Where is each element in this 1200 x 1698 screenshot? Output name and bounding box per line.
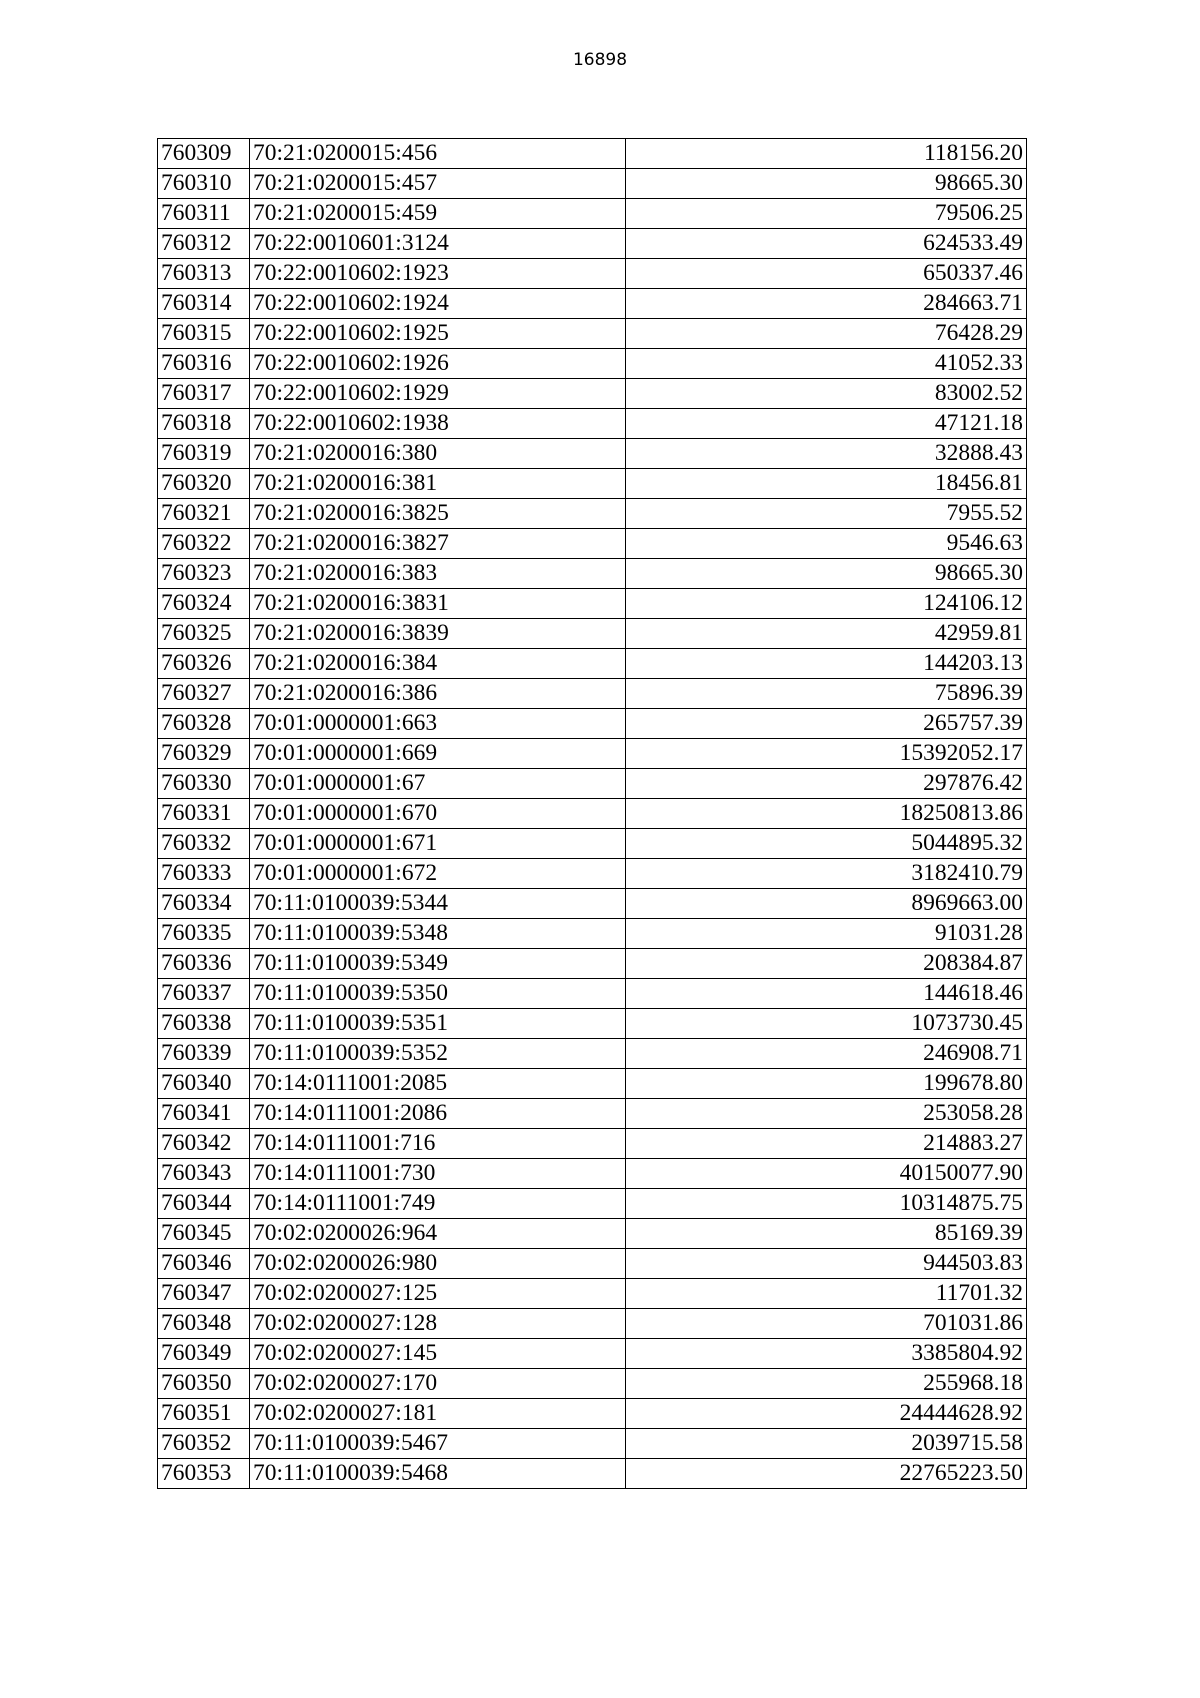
cadastral-number-cell: 70:14:0111001:730 — [250, 1159, 626, 1189]
row-number-cell: 760342 — [158, 1129, 250, 1159]
cadastral-number-cell: 70:21:0200016:380 — [250, 439, 626, 469]
table-row — [158, 769, 1027, 799]
table-row — [158, 1339, 1027, 1369]
cadastral-number-cell: 70:11:0100039:5467 — [250, 1429, 626, 1459]
cadastral-number-cell: 70:14:0111001:749 — [250, 1189, 626, 1219]
cadastral-value-cell: 24444628.92 — [626, 1399, 1027, 1429]
cadastral-value-cell: 18250813.86 — [626, 799, 1027, 829]
cadastral-value-cell: 98665.30 — [626, 559, 1027, 589]
cadastral-number-cell: 70:21:0200015:459 — [250, 199, 626, 229]
table-row — [158, 979, 1027, 1009]
table-row — [158, 439, 1027, 469]
row-number-cell: 760332 — [158, 829, 250, 859]
row-number-cell: 760326 — [158, 649, 250, 679]
cadastral-value-cell: 650337.46 — [626, 259, 1027, 289]
cadastral-number-cell: 70:01:0000001:669 — [250, 739, 626, 769]
row-number-cell: 760343 — [158, 1159, 250, 1189]
cadastral-number-cell: 70:02:0200027:170 — [250, 1369, 626, 1399]
cadastral-value-cell: 18456.81 — [626, 469, 1027, 499]
cadastral-value-cell: 8969663.00 — [626, 889, 1027, 919]
cadastral-number-cell: 70:01:0000001:663 — [250, 709, 626, 739]
row-number-cell: 760327 — [158, 679, 250, 709]
cadastral-number-cell: 70:21:0200016:386 — [250, 679, 626, 709]
cadastral-value-cell: 11701.32 — [626, 1279, 1027, 1309]
cadastral-value-cell: 32888.43 — [626, 439, 1027, 469]
cadastral-value-cell: 79506.25 — [626, 199, 1027, 229]
cadastral-value-cell: 22765223.50 — [626, 1459, 1027, 1489]
cadastral-value-cell: 47121.18 — [626, 409, 1027, 439]
row-number-cell: 760322 — [158, 529, 250, 559]
cadastral-number-cell: 70:21:0200015:457 — [250, 169, 626, 199]
cadastral-value-cell: 98665.30 — [626, 169, 1027, 199]
table-row — [158, 1429, 1027, 1459]
row-number-cell: 760320 — [158, 469, 250, 499]
cadastral-number-cell: 70:01:0000001:671 — [250, 829, 626, 859]
table-row — [158, 169, 1027, 199]
cadastral-number-cell: 70:11:0100039:5351 — [250, 1009, 626, 1039]
cadastral-number-cell: 70:11:0100039:5348 — [250, 919, 626, 949]
cadastral-number-cell: 70:02:0200027:128 — [250, 1309, 626, 1339]
cadastral-value-cell: 42959.81 — [626, 619, 1027, 649]
table-row — [158, 529, 1027, 559]
row-number-cell: 760330 — [158, 769, 250, 799]
table-row — [158, 919, 1027, 949]
cadastral-number-cell: 70:21:0200016:383 — [250, 559, 626, 589]
table-row — [158, 859, 1027, 889]
cadastral-number-cell: 70:21:0200016:384 — [250, 649, 626, 679]
cadastral-number-cell: 70:22:0010602:1929 — [250, 379, 626, 409]
table-row — [158, 379, 1027, 409]
cadastral-value-cell: 265757.39 — [626, 709, 1027, 739]
row-number-cell: 760314 — [158, 289, 250, 319]
table-row — [158, 1399, 1027, 1429]
cadastral-value-cell: 85169.39 — [626, 1219, 1027, 1249]
cadastral-value-cell: 701031.86 — [626, 1309, 1027, 1339]
table-row — [158, 289, 1027, 319]
row-number-cell: 760324 — [158, 589, 250, 619]
cadastral-number-cell: 70:22:0010602:1938 — [250, 409, 626, 439]
cadastral-value-cell: 208384.87 — [626, 949, 1027, 979]
table-row — [158, 1069, 1027, 1099]
cadastral-number-cell: 70:01:0000001:672 — [250, 859, 626, 889]
cadastral-number-cell: 70:22:0010602:1923 — [250, 259, 626, 289]
table-row — [158, 409, 1027, 439]
cadastral-value-cell: 3182410.79 — [626, 859, 1027, 889]
table-row — [158, 949, 1027, 979]
table-row — [158, 469, 1027, 499]
row-number-cell: 760346 — [158, 1249, 250, 1279]
cadastral-value-cell: 91031.28 — [626, 919, 1027, 949]
row-number-cell: 760315 — [158, 319, 250, 349]
row-number-cell: 760325 — [158, 619, 250, 649]
row-number-cell: 760345 — [158, 1219, 250, 1249]
table-row — [158, 559, 1027, 589]
cadastral-value-table — [157, 138, 1027, 1489]
table-row — [158, 319, 1027, 349]
table-row — [158, 889, 1027, 919]
table-row — [158, 649, 1027, 679]
row-number-cell: 760310 — [158, 169, 250, 199]
table-row — [158, 229, 1027, 259]
row-number-cell: 760347 — [158, 1279, 250, 1309]
cadastral-value-cell: 246908.71 — [626, 1039, 1027, 1069]
cadastral-number-cell: 70:11:0100039:5350 — [250, 979, 626, 1009]
cadastral-value-cell: 9546.63 — [626, 529, 1027, 559]
cadastral-number-cell: 70:21:0200016:381 — [250, 469, 626, 499]
row-number-cell: 760339 — [158, 1039, 250, 1069]
row-number-cell: 760328 — [158, 709, 250, 739]
cadastral-value-cell: 253058.28 — [626, 1099, 1027, 1129]
cadastral-number-cell: 70:02:0200027:125 — [250, 1279, 626, 1309]
cadastral-value-cell: 284663.71 — [626, 289, 1027, 319]
table-row — [158, 709, 1027, 739]
row-number-cell: 760313 — [158, 259, 250, 289]
cadastral-value-cell: 75896.39 — [626, 679, 1027, 709]
cadastral-value-cell: 144203.13 — [626, 649, 1027, 679]
cadastral-number-cell: 70:02:0200027:181 — [250, 1399, 626, 1429]
cadastral-value-cell: 2039715.58 — [626, 1429, 1027, 1459]
cadastral-value-cell: 255968.18 — [626, 1369, 1027, 1399]
row-number-cell: 760340 — [158, 1069, 250, 1099]
row-number-cell: 760329 — [158, 739, 250, 769]
cadastral-value-cell: 15392052.17 — [626, 739, 1027, 769]
cadastral-value-cell: 199678.80 — [626, 1069, 1027, 1099]
row-number-cell: 760318 — [158, 409, 250, 439]
table-row — [158, 1279, 1027, 1309]
row-number-cell: 760334 — [158, 889, 250, 919]
cadastral-number-cell: 70:21:0200016:3839 — [250, 619, 626, 649]
cadastral-number-cell: 70:11:0100039:5468 — [250, 1459, 626, 1489]
row-number-cell: 760319 — [158, 439, 250, 469]
cadastral-value-cell: 297876.42 — [626, 769, 1027, 799]
table-row — [158, 1159, 1027, 1189]
row-number-cell: 760344 — [158, 1189, 250, 1219]
cadastral-number-cell: 70:11:0100039:5344 — [250, 889, 626, 919]
table-row — [158, 589, 1027, 619]
cadastral-number-cell: 70:14:0111001:2086 — [250, 1099, 626, 1129]
row-number-cell: 760349 — [158, 1339, 250, 1369]
row-number-cell: 760331 — [158, 799, 250, 829]
row-number-cell: 760337 — [158, 979, 250, 1009]
cadastral-number-cell: 70:01:0000001:67 — [250, 769, 626, 799]
table-row — [158, 1129, 1027, 1159]
table-row — [158, 1459, 1027, 1489]
table-row — [158, 1189, 1027, 1219]
cadastral-number-cell: 70:22:0010601:3124 — [250, 229, 626, 259]
table-row — [158, 679, 1027, 709]
cadastral-value-cell: 40150077.90 — [626, 1159, 1027, 1189]
cadastral-number-cell: 70:02:0200027:145 — [250, 1339, 626, 1369]
table-row — [158, 1009, 1027, 1039]
cadastral-number-cell: 70:02:0200026:980 — [250, 1249, 626, 1279]
row-number-cell: 760351 — [158, 1399, 250, 1429]
row-number-cell: 760309 — [158, 139, 250, 169]
table-row — [158, 199, 1027, 229]
row-number-cell: 760312 — [158, 229, 250, 259]
cadastral-value-cell: 10314875.75 — [626, 1189, 1027, 1219]
cadastral-number-cell: 70:11:0100039:5352 — [250, 1039, 626, 1069]
row-number-cell: 760338 — [158, 1009, 250, 1039]
table-row — [158, 1309, 1027, 1339]
cadastral-value-cell: 83002.52 — [626, 379, 1027, 409]
cadastral-value-cell: 118156.20 — [626, 139, 1027, 169]
table-row — [158, 349, 1027, 379]
cadastral-number-cell: 70:21:0200016:3825 — [250, 499, 626, 529]
cadastral-number-cell: 70:02:0200026:964 — [250, 1219, 626, 1249]
table-row — [158, 1039, 1027, 1069]
table-row — [158, 259, 1027, 289]
row-number-cell: 760336 — [158, 949, 250, 979]
table-row — [158, 499, 1027, 529]
cadastral-number-cell: 70:11:0100039:5349 — [250, 949, 626, 979]
cadastral-number-cell: 70:22:0010602:1924 — [250, 289, 626, 319]
cadastral-value-cell: 144618.46 — [626, 979, 1027, 1009]
row-number-cell: 760341 — [158, 1099, 250, 1129]
cadastral-value-cell: 5044895.32 — [626, 829, 1027, 859]
row-number-cell: 760316 — [158, 349, 250, 379]
row-number-cell: 760350 — [158, 1369, 250, 1399]
row-number-cell: 760352 — [158, 1429, 250, 1459]
row-number-cell: 760323 — [158, 559, 250, 589]
row-number-cell: 760317 — [158, 379, 250, 409]
cadastral-number-cell: 70:22:0010602:1925 — [250, 319, 626, 349]
cadastral-value-cell: 214883.27 — [626, 1129, 1027, 1159]
cadastral-number-cell: 70:21:0200015:456 — [250, 139, 626, 169]
row-number-cell: 760321 — [158, 499, 250, 529]
cadastral-value-cell: 76428.29 — [626, 319, 1027, 349]
cadastral-number-cell: 70:01:0000001:670 — [250, 799, 626, 829]
table-row — [158, 799, 1027, 829]
cadastral-value-cell: 624533.49 — [626, 229, 1027, 259]
table-row — [158, 1099, 1027, 1129]
table-row — [158, 739, 1027, 769]
table-row — [158, 1249, 1027, 1279]
table-row — [158, 619, 1027, 649]
table-row — [158, 1369, 1027, 1399]
cadastral-value-cell: 41052.33 — [626, 349, 1027, 379]
cadastral-number-cell: 70:21:0200016:3827 — [250, 529, 626, 559]
table-row — [158, 1219, 1027, 1249]
cadastral-number-cell: 70:22:0010602:1926 — [250, 349, 626, 379]
cadastral-number-cell: 70:14:0111001:2085 — [250, 1069, 626, 1099]
cadastral-value-cell: 7955.52 — [626, 499, 1027, 529]
cadastral-value-cell: 124106.12 — [626, 589, 1027, 619]
row-number-cell: 760333 — [158, 859, 250, 889]
cadastral-value-cell: 1073730.45 — [626, 1009, 1027, 1039]
table-row — [158, 139, 1027, 169]
cadastral-number-cell: 70:21:0200016:3831 — [250, 589, 626, 619]
page-number: 16898 — [572, 50, 628, 70]
row-number-cell: 760335 — [158, 919, 250, 949]
table-body — [158, 139, 1027, 1489]
row-number-cell: 760353 — [158, 1459, 250, 1489]
cadastral-value-cell: 3385804.92 — [626, 1339, 1027, 1369]
table-row — [158, 829, 1027, 859]
cadastral-value-cell: 944503.83 — [626, 1249, 1027, 1279]
row-number-cell: 760311 — [158, 199, 250, 229]
row-number-cell: 760348 — [158, 1309, 250, 1339]
cadastral-number-cell: 70:14:0111001:716 — [250, 1129, 626, 1159]
